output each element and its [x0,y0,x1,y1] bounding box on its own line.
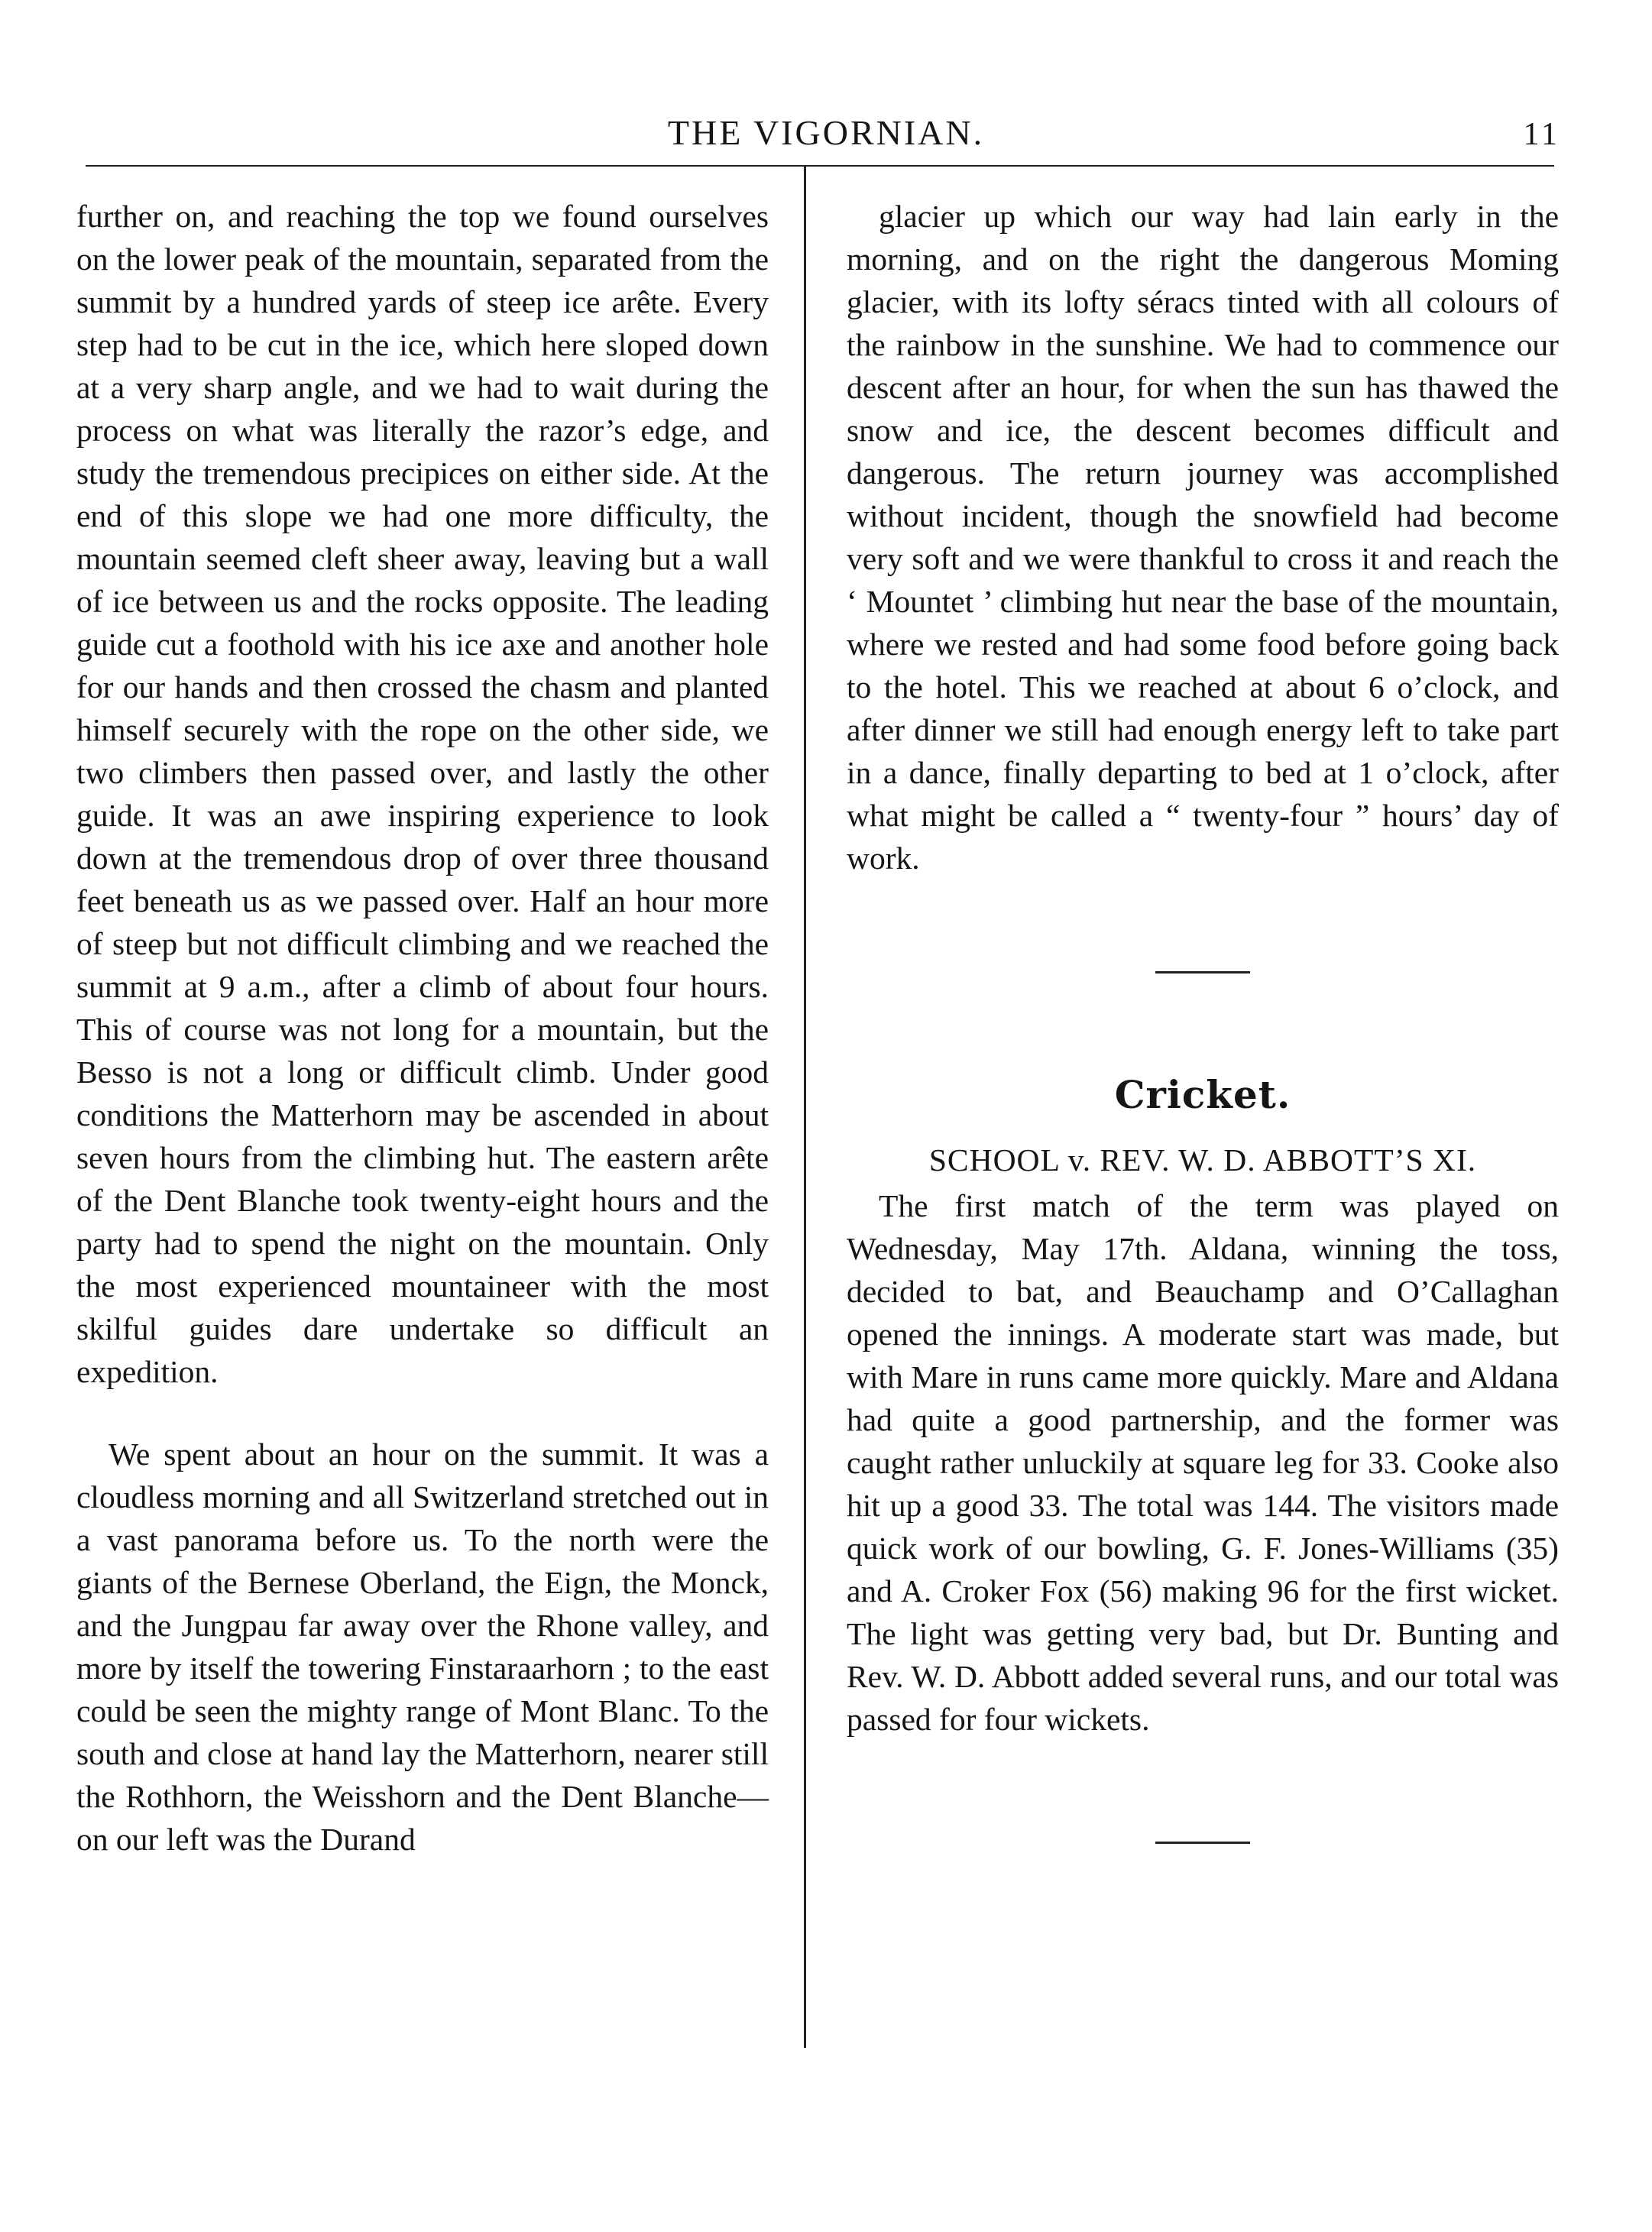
section-divider [1155,971,1250,973]
page-number: 11 [1523,117,1560,152]
header-rule [86,165,1554,167]
end-divider [1155,1842,1250,1844]
left-column [76,195,769,1861]
column-divider [804,167,806,2048]
cricket-report-paragraph: The first match of the term was played on Wednesday, May 17th. Aldana, winning the toss, decided to bat, and Beauchamp and O’Callaghan opened the innings. A moderate start was made, but with Mare in runs came more quickly. Mare and Aldana had quite a good partnership, and the former was caught rather unluckily at square leg for 33. Cooke also hit up a good 33. The total was 144. The visitors made quick work of our bowling, G. F. Jones-Williams (35) and A. Croker Fox (56) making 96 for the first wicket. The light was getting very bad, but Dr. Bunting and Rev. W. D. Abbott added several runs, and our total was passed for four wickets. [847,1188,1559,1737]
right-column [847,195,1559,1844]
right-paragraph-1: glacier up which our way had lain early in the morning, and on the right the dangerous Moming glacier, with its lofty séracs tinted with all colours of the rainbow in the sunshine. We had to commence our descent after an hour, for when the sun has thawed the snow and ice, the descent becomes difficult and dangerous. The return journey was accomplished without incident, though the snowfield had become very soft and we were thankful to cross it and reach the ‘ Mountet ’ climbing hut near the base of the mountain, where we rested and had some food before going back to the hotel. This we reached at about 6 o’clock, and after dinner we still had enough energy left to take part in a dance, finally departing to bed at 1 o’clock, after what might be called a “ twenty-four ” hours’ day of work. [847,199,1559,876]
left-paragraph-2: We spent about an hour on the summit. It was a cloudless morning and all Switzerland stretched out in a vast panorama before us. To the north were the giants of the Bernese Oberland, the Eign, the Monck, and the Jungpau far away over the Rhone valley, and more by itself the towering Finstaraarhorn ; to the east could be seen the mighty range of Mont Blanc. To the south and close at hand lay the Matterhorn, nearer still the Rothhorn, the Weisshorn and the Dent Blanche—on our left was the Durand [76,1437,769,1857]
running-header-title: THE VIGORNIAN. [667,113,985,152]
cricket-heading: Cricket. [1114,1072,1291,1117]
left-paragraph-1: further on, and reaching the top we found ourselves on the lower peak of the mountain, separated from the summit by a hundred yards of steep ice arête. Every step had to be cut in the ice, which here sloped down at a very sharp angle, and we had to wait during the process on what was literally the razor’s edge, and study the tremendous precipices on either side. At the end of this slope we had one more difficulty, the mountain seemed cleft sheer away, leaving but a wall of ice between us and the rocks opposite. The leading guide cut a foothold with his ice axe and another hole for our hands and then crossed the chasm and planted himself securely with the rope on the other side, we two climbers then passed over, and lastly the other guide. It was an awe inspiring experience to look down at the tremendous drop of over three thousand feet beneath us as we passed over. Half an hour more of steep but not difficult climbing and we reached the summit at 9 a.m., after a climb of about four hours. This of course was not long for a mountain, but the Besso is not a long or difficult climb. Under good conditions the Matterhorn may be ascended in about seven hours from the climbing hut. The eastern arête of the Dent Blanche took twenty-eight hours and the party had to spend the night on the mountain. Only the most experienced mountaineer with the most skilful guides dare undertake so difficult an expedition. [76,199,769,1389]
match-subheading: SCHOOL v. REV. W. D. ABBOTT’S XI. [928,1142,1477,1178]
